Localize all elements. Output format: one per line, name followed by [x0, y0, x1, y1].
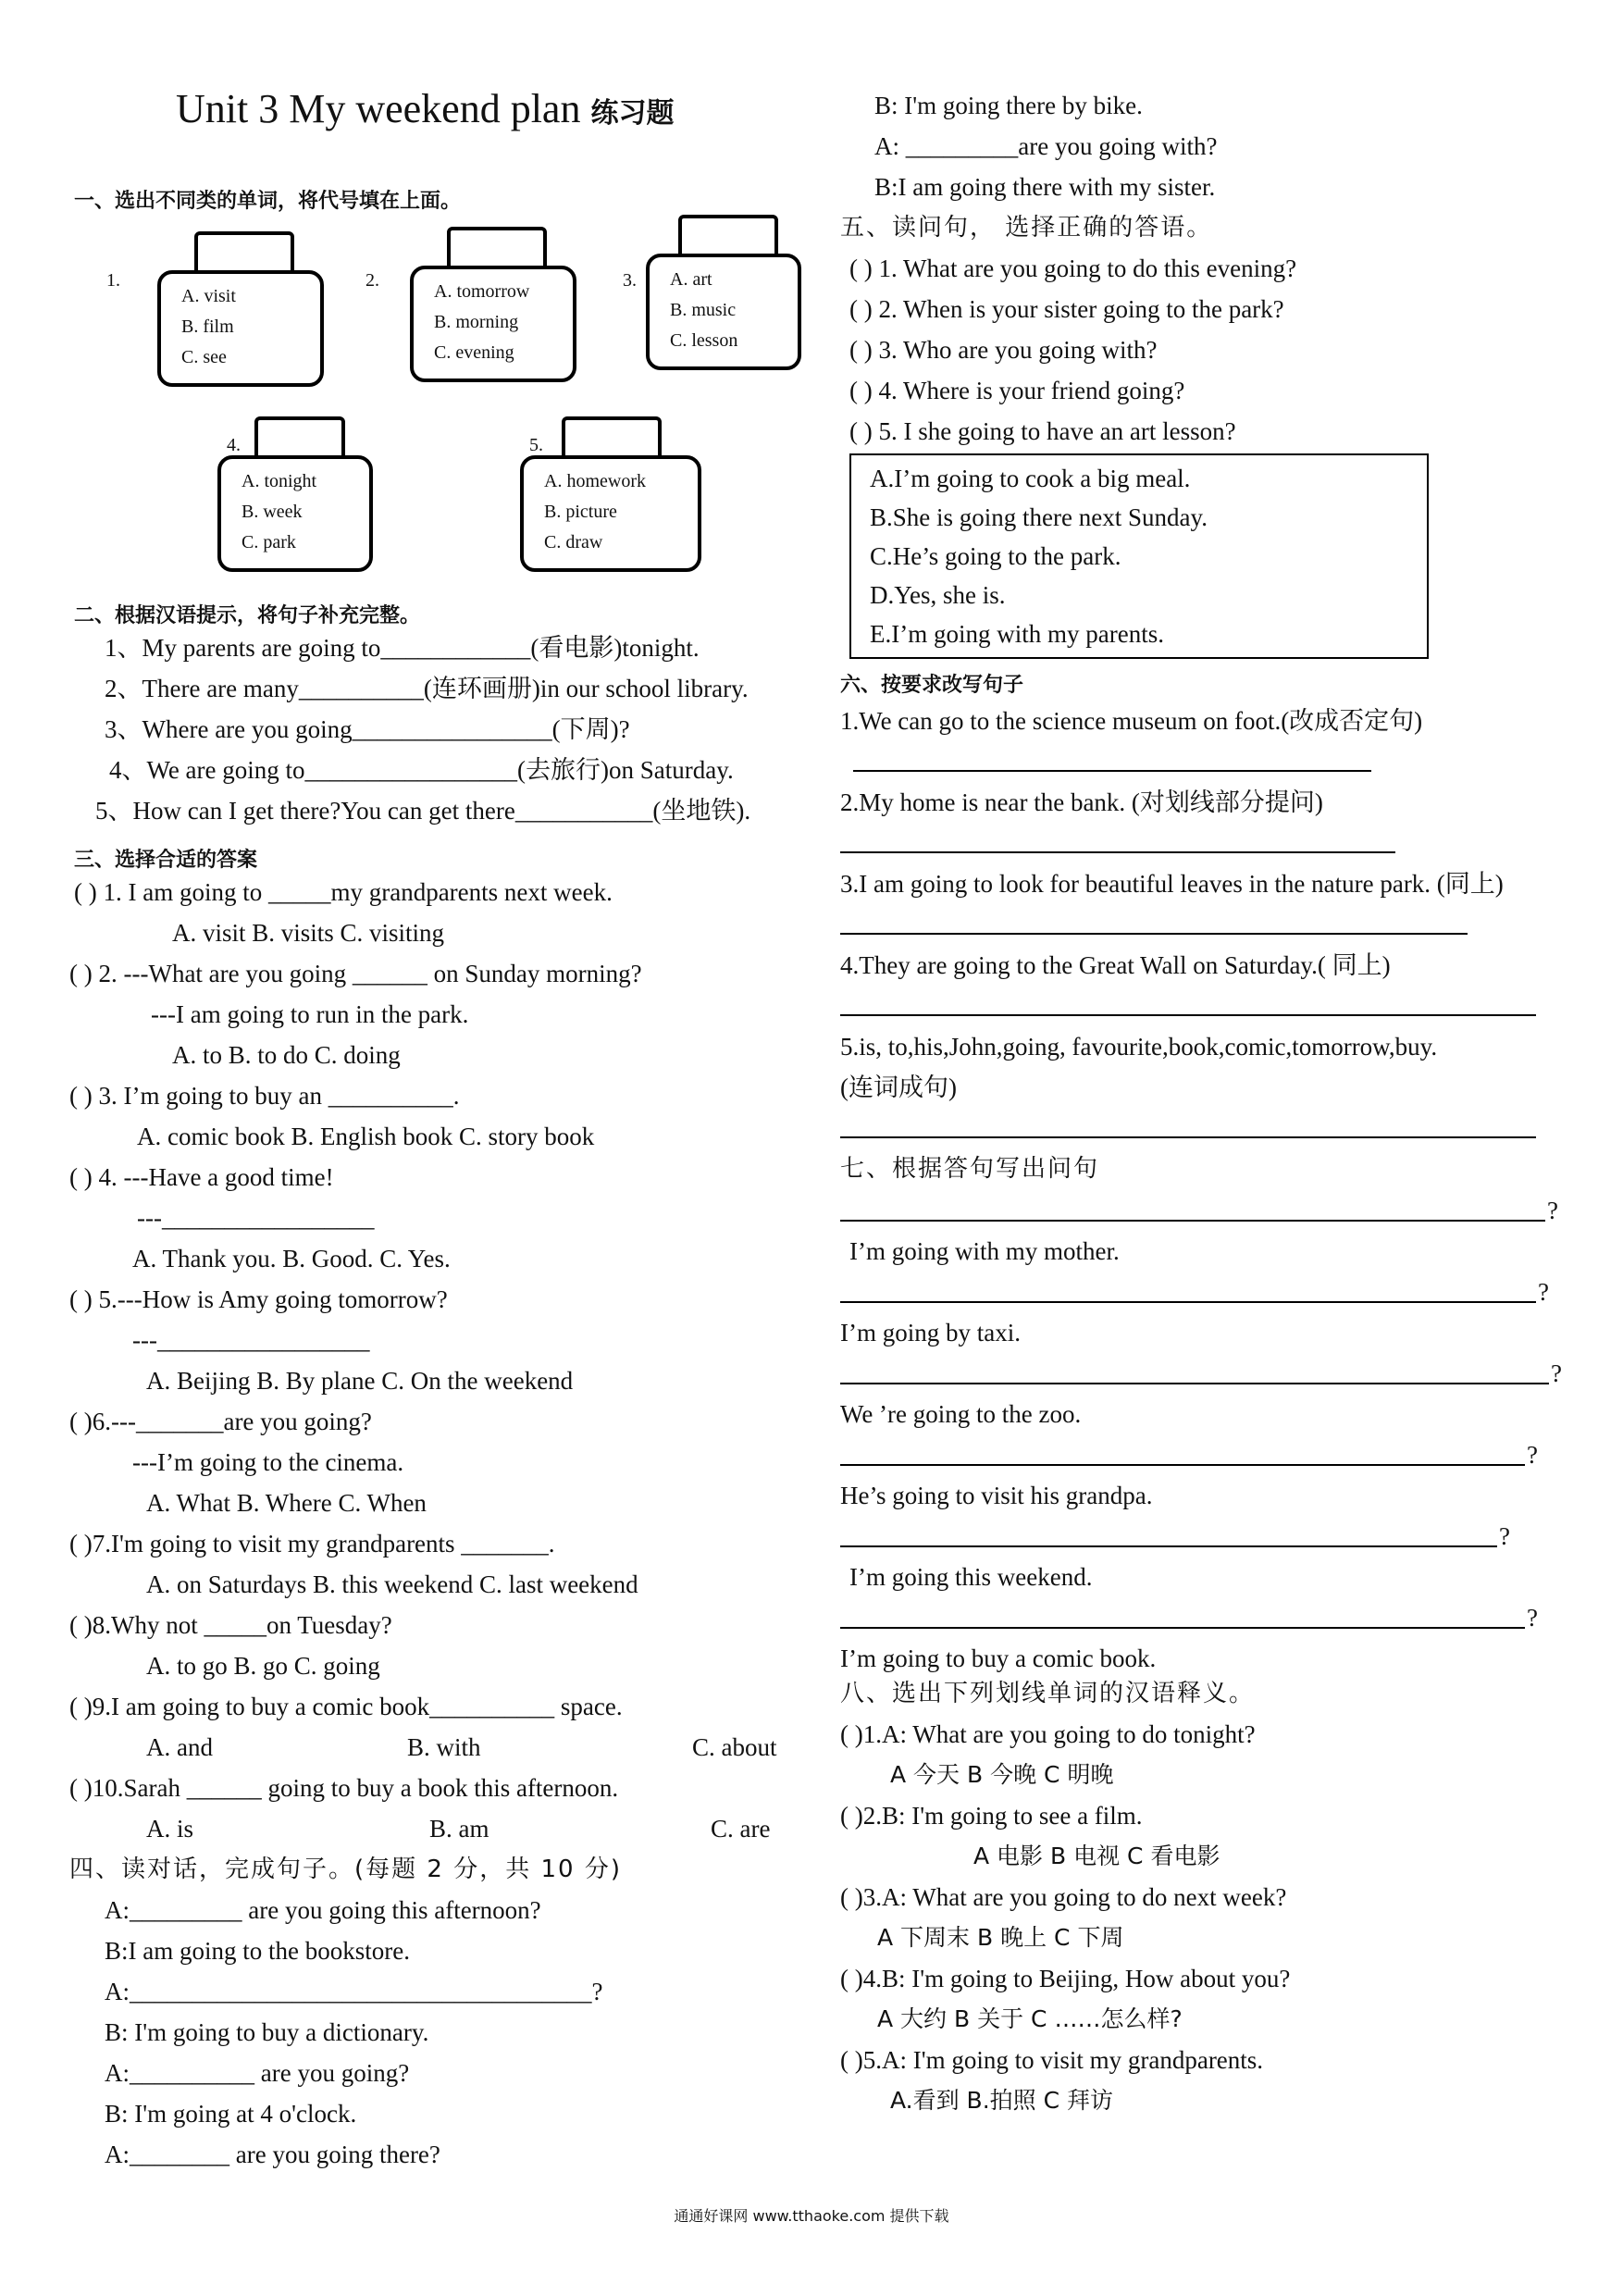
mc-dialogue: ---I am going to run in the park. [151, 1000, 469, 1028]
answer-line [840, 1383, 1549, 1384]
mc-options: A. to B. to do C. doing [172, 1041, 401, 1069]
answer-line [840, 1220, 1545, 1222]
mc-question: ( )10.Sarah ______ going to buy a book this afternoon. [69, 1774, 619, 1802]
match-question: ( ) 5. I she going to have an art lesson? [849, 417, 1236, 445]
page-title: Unit 3 My weekend plan 练习题 [176, 86, 675, 131]
section-1-heading: 一、选出不同类的单词，将代号填在上面。 [74, 190, 462, 213]
bag-number: 5. [529, 435, 543, 455]
mc-question: ( ) 4. ---Have a good time! [69, 1163, 334, 1191]
mc-question: ( )7.I'm going to visit my grandparents _______. [69, 1530, 555, 1558]
rewrite-item: 1.We can go to the science museum on foot.(改成否定句) [840, 707, 1423, 735]
question-mark: ? [1527, 1604, 1538, 1632]
answer-choices-box [849, 453, 1429, 659]
mc-dialogue: ---_________________ [137, 1204, 375, 1232]
rewrite-item: 4.They are going to the Great Wall on Saturday.( 同上) [840, 951, 1391, 979]
section-2-heading: 二、根据汉语提示，将句子补充完整。 [74, 604, 421, 627]
mc-question: ( ) 3. I’m going to buy an __________. [69, 1082, 460, 1110]
meaning-options: A 今天 B 今晚 C 明晚 [890, 1761, 1114, 1788]
mc-question: ( ) 2. ---What are you going ______ on Sunday morning? [69, 960, 642, 987]
mc-dialogue: ---_________________ [132, 1326, 370, 1354]
answer-line [840, 1545, 1497, 1547]
answer-line [853, 770, 1371, 772]
question-mark: ? [1527, 1441, 1538, 1469]
given-answer: We ’re going to the zoo. [840, 1400, 1082, 1428]
mc-question: ( )8.Why not _____on Tuesday? [69, 1611, 392, 1639]
dialogue-line: B: I'm going at 4 o'clock. [105, 2100, 357, 2128]
meaning-question: ( )5.A: I'm going to visit my grandparents. [840, 2046, 1264, 2074]
answer-choice: B.She is going there next Sunday. [870, 503, 1208, 531]
answer-line [840, 1464, 1525, 1466]
fill-line-4: 4、We are going to_________________(去旅行)on Saturday. [109, 756, 734, 784]
given-answer: I’m going this weekend. [849, 1563, 1093, 1591]
section-4-heading: 四、读对话，完成句子。(每题 2 分，共 10 分) [69, 1855, 622, 1883]
mc-question: ( )9.I am going to buy a comic book__________ space. [69, 1693, 623, 1720]
mc-question: ( )6.---_______are you going? [69, 1408, 372, 1435]
mc-options: A. Beijing B. By plane C. On the weekend [146, 1367, 574, 1395]
mc-options: A. on Saturdays B. this weekend C. last weekend [146, 1570, 638, 1598]
section-5-heading: 五、读问句， 选择正确的答语。 [840, 214, 1213, 242]
mc-option-a: A. and [146, 1733, 213, 1761]
rewrite-item: 2.My home is near the bank. (对划线部分提问) [840, 788, 1323, 816]
bag-number: 2. [365, 270, 379, 291]
mc-question: ( ) 5.---How is Amy going tomorrow? [69, 1285, 448, 1313]
section-3-heading: 三、选择合适的答案 [74, 849, 258, 872]
question-mark: ? [1547, 1197, 1558, 1224]
mc-options: A. What B. Where C. When [146, 1489, 427, 1517]
answer-line [840, 1627, 1525, 1629]
meaning-question: ( )4.B: I'm going to Beijing, How about you? [840, 1965, 1291, 1992]
question-mark: ? [1551, 1359, 1562, 1387]
answer-choice: A.I’m going to cook a big meal. [870, 465, 1191, 492]
mc-option-c: C. about [692, 1733, 777, 1761]
rewrite-hint: (连词成句) [840, 1074, 957, 1101]
given-answer: He’s going to visit his grandpa. [840, 1482, 1153, 1509]
meaning-question: ( )3.A: What are you going to do next week? [840, 1883, 1287, 1911]
given-answer: I’m going with my mother. [849, 1237, 1120, 1265]
mc-options: A. visit B. visits C. visiting [172, 919, 445, 947]
dialogue-line: A:_________ are you going this afternoon? [105, 1896, 541, 1924]
mc-question: ( ) 1. I am going to _____my grandparents next week. [74, 878, 613, 906]
meaning-options: A.看到 B.拍照 C 拜访 [890, 2087, 1114, 2114]
footer-credit: 通通好课网 www.tthaoke.com 提供下载 [674, 2207, 949, 2225]
question-mark: ? [1499, 1522, 1510, 1550]
answer-choice: D.Yes, she is. [870, 581, 1006, 609]
answer-line [840, 1301, 1536, 1303]
answer-choice: C.He’s going to the park. [870, 542, 1121, 570]
bag-number: 4. [227, 435, 241, 455]
section-8-heading: 八、选出下列划线单词的汉语释义。 [840, 1680, 1256, 1707]
section-6-heading: 六、按要求改写句子 [840, 674, 1024, 697]
given-answer: I’m going to buy a comic book. [840, 1644, 1157, 1672]
match-question: ( ) 3. Who are you going with? [849, 336, 1158, 364]
section-7-heading: 七、根据答句写出问句 [840, 1155, 1100, 1183]
meaning-question: ( )1.A: What are you going to do tonight? [840, 1720, 1256, 1748]
mc-option-c: C. are [711, 1815, 771, 1843]
match-question: ( ) 4. Where is your friend going? [849, 377, 1185, 404]
match-question: ( ) 2. When is your sister going to the park? [849, 295, 1284, 323]
answer-line [840, 1014, 1536, 1016]
dialogue-line: B: I'm going there by bike. [874, 92, 1143, 119]
mc-options: A. Thank you. B. Good. C. Yes. [132, 1245, 451, 1272]
answer-line [840, 1136, 1536, 1138]
mc-option-b: B. am [429, 1815, 489, 1843]
mc-options: A. to go B. go C. going [146, 1652, 380, 1680]
rewrite-item: 3.I am going to look for beautiful leaves in the nature park. (同上) [840, 870, 1504, 898]
fill-line-5: 5、How can I get there?You can get there___________(坐地铁). [95, 797, 751, 825]
question-mark: ? [1538, 1278, 1549, 1306]
fill-line-1: 1、My parents are going to____________(看电影)tonight. [105, 634, 700, 662]
answer-choice: E.I’m going with my parents. [870, 620, 1164, 648]
meaning-options: A 下周末 B 晚上 C 下周 [877, 1924, 1124, 1951]
mc-option-b: B. with [407, 1733, 481, 1761]
dialogue-line: A:__________ are you going? [105, 2059, 410, 2087]
rewrite-item: 5.is, to,his,John,going, favourite,book,comic,tomorrow,buy. [840, 1033, 1438, 1061]
meaning-question: ( )2.B: I'm going to see a film. [840, 1802, 1143, 1830]
bag-number: 3. [623, 270, 637, 291]
fill-line-2: 2、There are many__________(连环画册)in our school library. [105, 675, 749, 702]
answer-line [840, 851, 1395, 853]
dialogue-line: A:_____________________________________? [105, 1978, 603, 2005]
meaning-options: A 电影 B 电视 C 看电影 [973, 1843, 1220, 1869]
mc-option-a: A. is [146, 1815, 194, 1843]
mc-options: A. comic book B. English book C. story book [137, 1123, 595, 1150]
dialogue-line: B: I'm going to buy a dictionary. [105, 2018, 429, 2046]
match-question: ( ) 1. What are you going to do this evening? [849, 254, 1297, 282]
bag-number: 1. [106, 270, 120, 291]
dialogue-line: B:I am going there with my sister. [874, 173, 1216, 201]
dialogue-line: A:________ are you going there? [105, 2141, 440, 2168]
given-answer: I’m going by taxi. [840, 1319, 1021, 1347]
answer-line [840, 933, 1468, 935]
dialogue-line: A: _________are you going with? [874, 132, 1218, 160]
meaning-options: A 大约 B 关于 C ……怎么样? [877, 2005, 1183, 2032]
mc-dialogue: ---I’m going to the cinema. [132, 1448, 404, 1476]
dialogue-line: B:I am going to the bookstore. [105, 1937, 410, 1965]
fill-line-3: 3、Where are you going________________(下周)? [105, 715, 630, 743]
